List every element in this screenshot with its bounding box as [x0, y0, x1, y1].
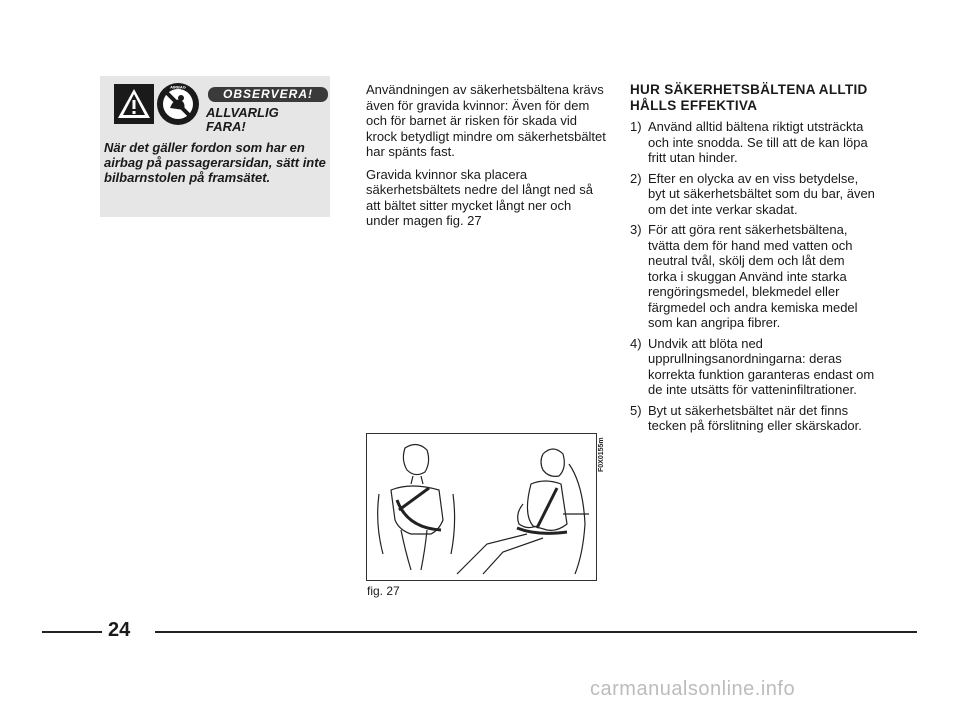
list-number: 5): [630, 402, 642, 418]
observera-badge: OBSERVERA!: [208, 87, 328, 102]
list-text: Efter en olycka av en viss betydelse, byt ut säkerhetsbältet som du bar, även om det inte verkar skadat.: [648, 170, 875, 217]
list-item: [630, 171, 875, 218]
column-two: [366, 82, 606, 236]
warning-box: [100, 76, 330, 217]
figure-code-text: F0X0155m: [598, 437, 605, 472]
no-child-seat-airbag-icon: [156, 82, 200, 126]
list-number: 3): [630, 222, 642, 237]
list-item: [630, 222, 875, 331]
pregnant-seatbelt-illustration: [367, 434, 596, 580]
column-three: [630, 82, 875, 439]
warning-text: När det gäller fordon som har en airbag på passagerarsidan, sätt inte bilbarnstolen på framsätet.: [104, 140, 326, 185]
page-number: 24: [108, 619, 131, 641]
figure-caption: fig. 27: [367, 584, 400, 598]
list-text: Använd alltid bältena riktigt utsträckta och inte snodda. Se till att de kan löpa fritt utan hinder.: [648, 119, 868, 165]
list-text: Undvik att blöta ned upprullningsanordningarna: deras korrekta funktion garanteras endast om de inte utsätts för vatteninfiltrationer.: [648, 335, 875, 397]
list-item: [630, 403, 875, 434]
list-item: [630, 336, 875, 398]
footer-rule-right: [155, 631, 917, 633]
section-heading: HUR SÄKERHETSBÄLTENA ALLTID HÅLLS EFFEKTIVA: [630, 82, 868, 113]
paragraph-1: Användningen av säkerhetsbältena krävs även för gravida kvinnor: Även för dem och för barnet är risken för skada vid krock betydligt mindre om säkerhetsbältet har spänts fast.: [366, 82, 606, 159]
list-number: 1): [630, 119, 642, 134]
warning-triangle-icon: [114, 84, 154, 124]
list-number: 4): [630, 335, 642, 351]
airbag-label: AIRBAG: [170, 84, 186, 90]
figure-code: [594, 432, 606, 472]
list-text: Byt ut säkerhetsbältet när det finns tecken på förslitning eller skärskador.: [648, 402, 862, 433]
figure-27-illustration: [366, 433, 597, 581]
footer-rule-left: [42, 631, 102, 633]
danger-heading: ALLVARLIG FARA!: [206, 105, 279, 134]
watermark: carmanualsonline.info: [590, 678, 796, 700]
list-number: 2): [630, 170, 642, 186]
list-item: [630, 119, 875, 166]
list-text: För att göra rent säkerhetsbältena, tvätta dem för hand med vatten och neutral tvål, skölj dem och låt dem torka i skuggan Använd inte starka rengöringsmedel, blekmedel eller färgmedel och andra kemiska medel som kan angripa fibrer.: [648, 222, 858, 330]
paragraph-2: Gravida kvinnor ska placera säkerhetsbältets nedre del långt ned så att bältet sitter mycket långt ner och under magen fig. 27: [366, 166, 593, 228]
